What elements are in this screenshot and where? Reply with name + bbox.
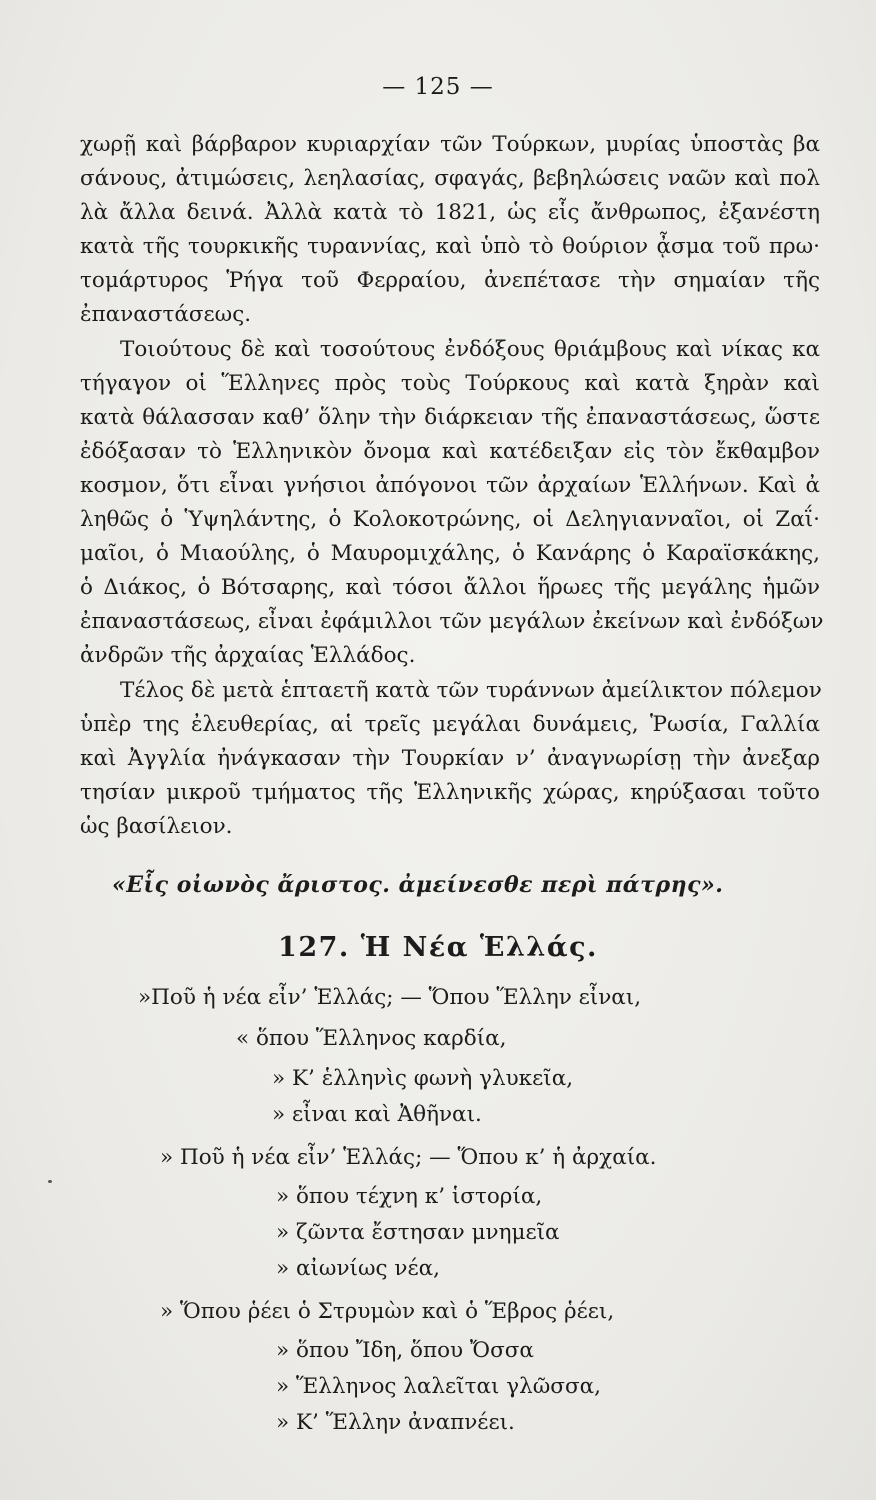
- prose-body: [80, 128, 824, 844]
- poem-verse: » Ἕλληνος λαλεῖται γλῶσσα,: [276, 1374, 601, 1399]
- prose-line: τησίαν μικροῦ τμήματος τῆς Ἑλληνικῆς χώρας, κηρύξασαι τοῦτο: [80, 779, 820, 805]
- prose-line: ὡς βασίλειον.: [80, 813, 233, 839]
- prose-line: ἀνδρῶν τῆς ἀρχαίας Ἑλλάδος.: [80, 643, 416, 669]
- poem-verse: » αἰωνίως νέα,: [276, 1256, 440, 1281]
- prose-line: κατὰ τῆς τουρκικῆς τυραννίας, καὶ ὑπὸ τὸ θούριον ᾆσμα τοῦ πρω·: [80, 234, 820, 260]
- prose-line: ὁ Διάκος, ὁ Βότσαρης, καὶ τόσοι ἄλλοι ἥρωες τῆς μεγάλης ἡμῶν: [80, 575, 820, 601]
- prose-line: ἐδόξασαν τὸ Ἑλληνικὸν ὄνομα καὶ κατέδειξαν εἰς τὸν ἔκθαμβον: [80, 438, 820, 464]
- prose-line: τομάρτυρος Ῥήγα τοῦ Φερραίου, ἀνεπέτασε τὴν σημαίαν τῆς: [80, 268, 820, 294]
- prose-line: ὑπὲρ της ἐλευθερίας, αἱ τρεῖς μεγάλαι δυνάμεις, Ῥωσία, Γαλλία: [80, 711, 820, 737]
- poem-verse: »Ποῦ ἡ νέα εἶν’ Ἑλλάς; — Ὅπου Ἕλλην εἶναι,: [138, 985, 642, 1010]
- poem-verse: » εἶναι καὶ Ἀθῆναι.: [272, 1102, 482, 1127]
- prose-line: κοσμον, ὅτι εἶναι γνήσιοι ἀπόγονοι τῶν ἀρχαίων Ἑλλήνων. Καὶ ἀ: [80, 472, 820, 498]
- poem-verse: « ὅπου Ἕλληνος καρδία,: [236, 1026, 507, 1051]
- prose-line: τήγαγον οἱ Ἕλληνες πρὸς τοὺς Τούρκους καὶ κατὰ ξηρὰν καὶ: [80, 370, 820, 396]
- poem-verse: » Ποῦ ἡ νέα εἶν’ Ἑλλάς; — Ὅπου κ’ ἡ ἀρχαία.: [160, 1145, 657, 1170]
- ink-speck: [48, 1180, 52, 1183]
- poem-verse: » Κ’ Ἕλλην ἀναπνέει.: [276, 1410, 515, 1435]
- page-number: — 125 —: [382, 74, 494, 100]
- poem-verse: » ὅπου τέχνη κ’ ἱστορία,: [276, 1184, 543, 1209]
- poem-verse: » ὅπου Ἴδη, ὅπου Ὄσσα: [276, 1338, 534, 1363]
- section-heading: 127. Ἡ Νέα Ἑλλάς.: [278, 932, 598, 963]
- prose-line: μαῖοι, ὁ Μιαούλης, ὁ Μαυρομιχάλης, ὁ Κανάρης ὁ Καραϊσκάκης,: [80, 541, 820, 567]
- prose-line: σάνους, ἀτιμώσεις, λεηλασίας, σφαγάς, βεβηλώσεις ναῶν καὶ πολ: [80, 166, 820, 192]
- prose-line: Τέλος δὲ μετὰ ἑπταετῆ κατὰ τῶν τυράννων ἀμείλικτον πόλεμον: [120, 677, 822, 703]
- poem-verse: » Κ’ ἑλληνὶς φωνὴ γλυκεῖα,: [272, 1066, 574, 1091]
- prose-line: κατὰ θάλασσαν καθ’ ὅλην τὴν διάρκειαν τῆς ἐπαναστάσεως, ὥστε: [80, 404, 820, 430]
- prose-line: καὶ Ἀγγλία ἠνάγκασαν τὴν Τουρκίαν ν’ ἀναγνωρίσῃ τὴν ἀνεξαρ: [80, 745, 820, 771]
- prose-line: χωρῇ καὶ βάρβαρον κυριαρχίαν τῶν Τούρκων, μυρίας ὑποστὰς βα: [80, 132, 820, 157]
- prose-line: ἐπαναστάσεως.: [80, 302, 252, 328]
- prose-line: Τοιούτους δὲ καὶ τοσούτους ἐνδόξους θριάμβους καὶ νίκας κα: [120, 336, 820, 362]
- prose-line: λὰ ἄλλα δεινά. Ἀλλὰ κατὰ τὸ 1821, ὡς εἷς ἄνθρωπος, ἐξανέστη: [80, 200, 820, 226]
- prose-line: ληθῶς ὁ Ὑψηλάντης, ὁ Κολοκοτρώνης, οἱ Δεληγιανναῖοι, οἱ Ζαΐ·: [80, 507, 820, 533]
- prose-line: ἐπαναστάσεως, εἶναι ἐφάμιλλοι τῶν μεγάλων ἐκείνων καὶ ἐνδόξων: [80, 609, 824, 635]
- poem-verse: » ζῶντα ἔστησαν μνημεῖα: [276, 1220, 560, 1245]
- motto-quote: «Εἷς οἰωνὸς ἄριστος. ἀμείνεσθε περὶ πάτρης».: [112, 872, 724, 898]
- poem-verse: » Ὅπου ῥέει ὁ Στρυμὼν καὶ ὁ Ἕβρος ῥέει,: [160, 1299, 615, 1324]
